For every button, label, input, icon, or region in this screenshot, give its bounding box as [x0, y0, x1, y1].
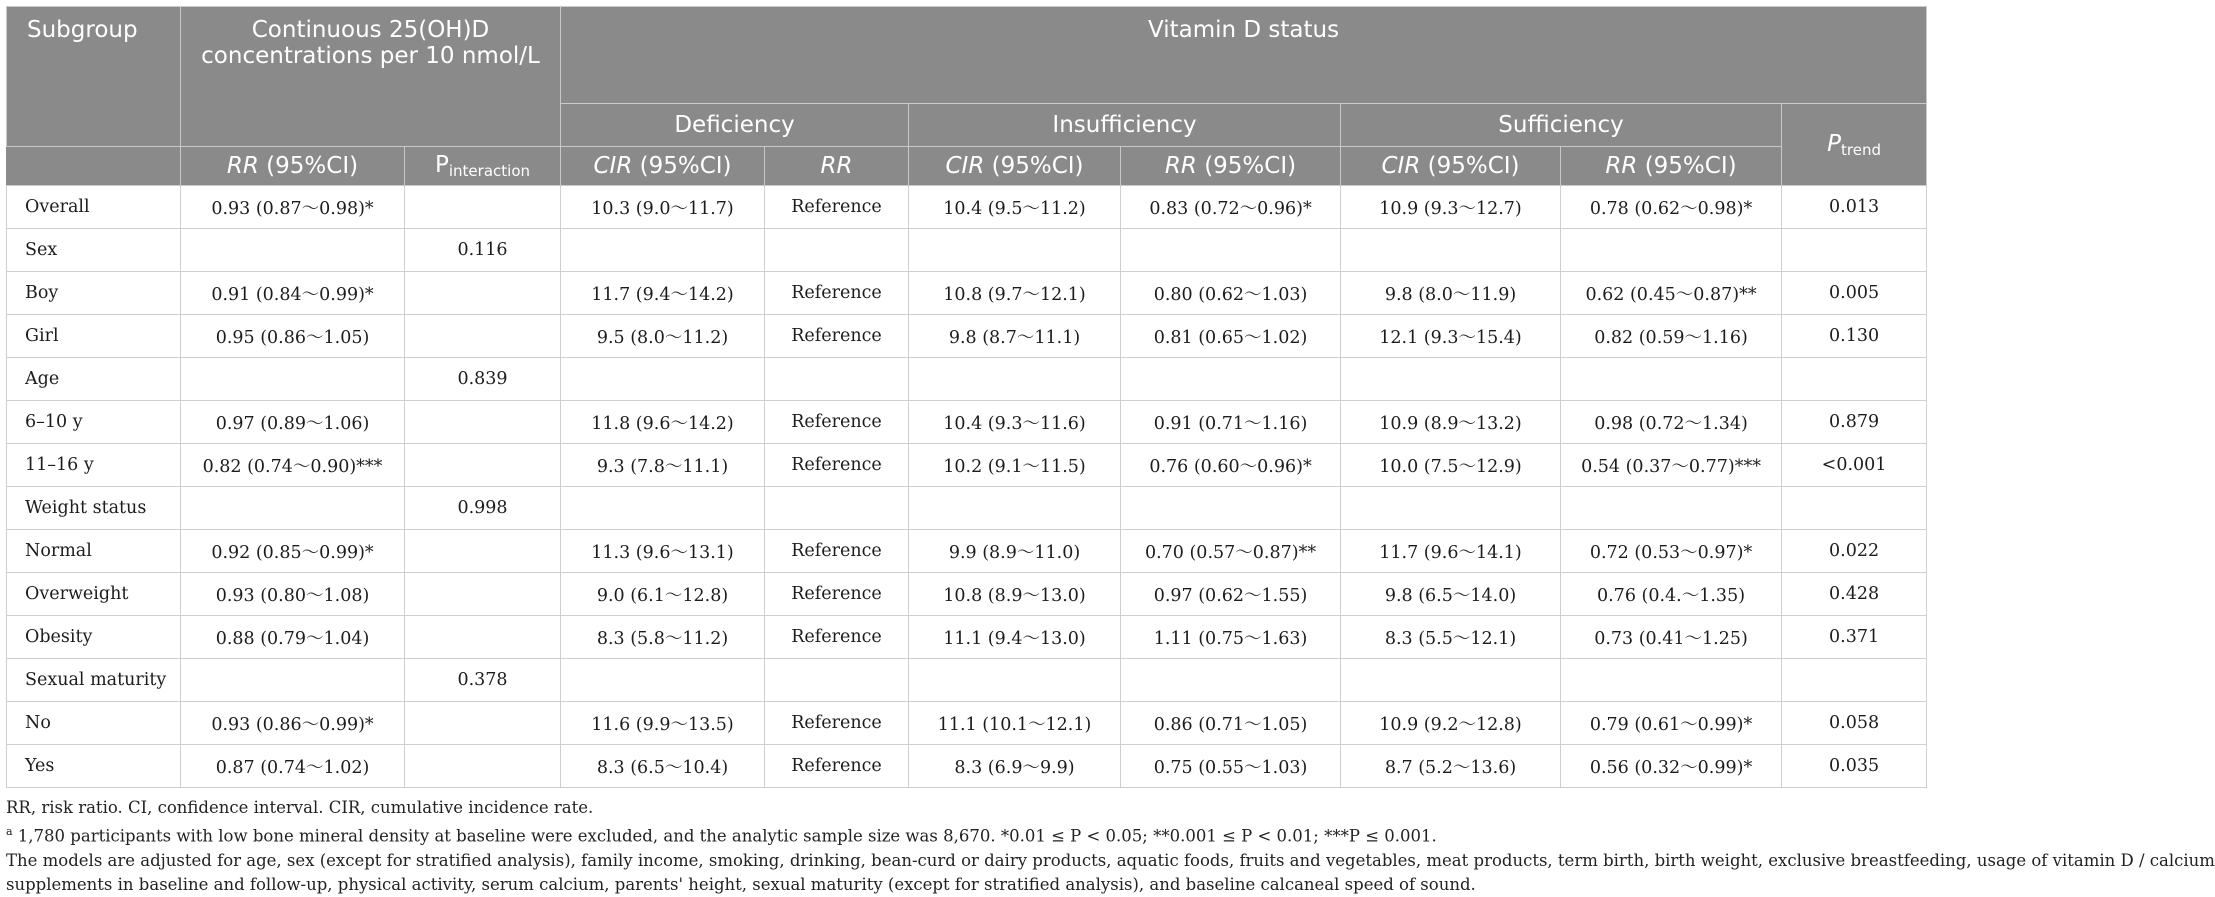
header-suf-cir: CIR (95%CI) — [1341, 147, 1561, 186]
cell-rr: 0.88 (0.79～1.04) — [181, 616, 405, 659]
cell-p-interaction: 0.839 — [405, 358, 561, 401]
cell-subgroup: Boy — [7, 272, 181, 315]
cell-suf-rr — [1561, 358, 1782, 401]
cell-def-cir — [561, 229, 765, 272]
cell-p-trend — [1782, 659, 1927, 702]
cell-ins-rr: 1.11 (0.75～1.63) — [1121, 616, 1341, 659]
cell-p-interaction — [405, 272, 561, 315]
header-sufficiency: Sufficiency — [1341, 104, 1782, 147]
cell-subgroup: Normal — [7, 530, 181, 573]
results-table — [6, 6, 1927, 788]
cell-ins-cir: 9.8 (8.7～11.1) — [909, 315, 1121, 358]
cell-rr — [181, 358, 405, 401]
cell-suf-cir: 8.3 (5.5～12.1) — [1341, 616, 1561, 659]
table-row — [7, 444, 1927, 487]
cell-def-rr: Reference — [765, 315, 909, 358]
cell-subgroup: Girl — [7, 315, 181, 358]
cell-ins-cir: 10.2 (9.1～11.5) — [909, 444, 1121, 487]
cell-def-rr: Reference — [765, 616, 909, 659]
cell-subgroup: Sex — [7, 229, 181, 272]
cell-suf-cir: 9.8 (8.0～11.9) — [1341, 272, 1561, 315]
cell-ins-rr — [1121, 659, 1341, 702]
table-row — [7, 702, 1927, 745]
cell-def-cir: 8.3 (5.8～11.2) — [561, 616, 765, 659]
cell-p-trend: 0.428 — [1782, 573, 1927, 616]
cell-suf-rr: 0.54 (0.37～0.77)*** — [1561, 444, 1782, 487]
cell-ins-rr — [1121, 487, 1341, 530]
cell-rr: 0.93 (0.86～0.99)* — [181, 702, 405, 745]
table-row — [7, 401, 1927, 444]
header-deficiency: Deficiency — [561, 104, 909, 147]
cell-def-rr: Reference — [765, 444, 909, 487]
cell-p-interaction — [405, 186, 561, 229]
cell-suf-rr: 0.98 (0.72～1.34) — [1561, 401, 1782, 444]
cell-suf-cir: 10.0 (7.5～12.9) — [1341, 444, 1561, 487]
cell-suf-cir: 10.9 (9.2～12.8) — [1341, 702, 1561, 745]
cell-p-trend: 0.022 — [1782, 530, 1927, 573]
header-subgroup-blank — [7, 147, 181, 186]
cell-rr: 0.91 (0.84～0.99)* — [181, 272, 405, 315]
cell-suf-rr — [1561, 229, 1782, 272]
cell-subgroup: Sexual maturity — [7, 659, 181, 702]
cell-def-cir: 10.3 (9.0～11.7) — [561, 186, 765, 229]
header-vitamin-d-status: Vitamin D status — [561, 7, 1927, 104]
cell-def-rr — [765, 358, 909, 401]
table-row — [7, 315, 1927, 358]
cell-def-rr: Reference — [765, 745, 909, 788]
cell-suf-rr: 0.82 (0.59～1.16) — [1561, 315, 1782, 358]
cell-p-interaction — [405, 530, 561, 573]
abbreviations-note: RR, risk ratio. CI, confidence interval. CIR, cumulative incidence rate. — [6, 798, 594, 817]
cell-rr — [181, 229, 405, 272]
cell-suf-cir: 11.7 (9.6～14.1) — [1341, 530, 1561, 573]
cell-def-cir: 11.6 (9.9～13.5) — [561, 702, 765, 745]
cell-p-trend: 0.371 — [1782, 616, 1927, 659]
cell-p-interaction — [405, 444, 561, 487]
cell-ins-cir: 9.9 (8.9～11.0) — [909, 530, 1121, 573]
header-p-trend: $P_{trend}$ — [1782, 104, 1927, 186]
cell-rr — [181, 487, 405, 530]
cell-rr: 0.97 (0.89～1.06) — [181, 401, 405, 444]
cell-ins-rr: 0.80 (0.62～1.03) — [1121, 272, 1341, 315]
cell-ins-rr — [1121, 358, 1341, 401]
cell-suf-cir — [1341, 229, 1561, 272]
cell-rr — [181, 659, 405, 702]
cell-subgroup: Overweight — [7, 573, 181, 616]
cell-ins-rr: 0.81 (0.65～1.02) — [1121, 315, 1341, 358]
cell-ins-cir — [909, 487, 1121, 530]
cell-ins-cir: 10.4 (9.3～11.6) — [909, 401, 1121, 444]
cell-suf-rr: 0.79 (0.61～0.99)* — [1561, 702, 1782, 745]
cell-subgroup: Overall — [7, 186, 181, 229]
table-row — [7, 530, 1927, 573]
cell-subgroup: Obesity — [7, 616, 181, 659]
cell-subgroup: Age — [7, 358, 181, 401]
cell-rr: 0.95 (0.86～1.05) — [181, 315, 405, 358]
cell-p-trend: 0.058 — [1782, 702, 1927, 745]
cell-ins-rr: 0.86 (0.71～1.05) — [1121, 702, 1341, 745]
table-body — [7, 186, 1927, 788]
model-adjustment-note-line1: The models are adjusted for age, sex (except for stratified analysis), family income, smoking, drinking, bean-curd or dairy products, aquatic foods, fruits and vegetables, meat products, term birth, birth weight, exclusive breastfeeding, usage of vitamin D / calcium — [6, 850, 2215, 870]
cell-p-interaction: 0.116 — [405, 229, 561, 272]
header-subgroup: Subgroup — [7, 7, 181, 147]
cell-p-interaction — [405, 401, 561, 444]
table-row — [7, 186, 1927, 229]
cell-p-trend: 0.013 — [1782, 186, 1927, 229]
cell-ins-rr — [1121, 229, 1341, 272]
cell-def-cir — [561, 659, 765, 702]
cell-suf-rr: 0.73 (0.41～1.25) — [1561, 616, 1782, 659]
cell-ins-rr: 0.91 (0.71～1.16) — [1121, 401, 1341, 444]
model-adjustment-note-line2: supplements in baseline and follow-up, physical activity, serum calcium, parents' height, sexual maturity (except for stratified analysis), and baseline calcaneal speed of sound. — [6, 874, 1476, 894]
cell-p-interaction — [405, 616, 561, 659]
cell-suf-cir — [1341, 659, 1561, 702]
table-row — [7, 659, 1927, 702]
cell-def-cir: 8.3 (6.5～10.4) — [561, 745, 765, 788]
cell-p-trend — [1782, 229, 1927, 272]
table-row — [7, 573, 1927, 616]
cell-ins-cir: 10.8 (9.7～12.1) — [909, 272, 1121, 315]
cell-ins-cir: 11.1 (9.4～13.0) — [909, 616, 1121, 659]
cell-def-cir: 9.0 (6.1～12.8) — [561, 573, 765, 616]
table-row — [7, 272, 1927, 315]
table-row — [7, 745, 1927, 788]
header-p-interaction: $P_{interaction}$ — [405, 147, 561, 186]
cell-rr: 0.82 (0.74～0.90)*** — [181, 444, 405, 487]
cell-ins-rr: 0.83 (0.72～0.96)* — [1121, 186, 1341, 229]
cell-def-rr: Reference — [765, 530, 909, 573]
cell-p-interaction: 0.378 — [405, 659, 561, 702]
cell-suf-cir: 10.9 (8.9～13.2) — [1341, 401, 1561, 444]
cell-p-interaction — [405, 745, 561, 788]
table-row — [7, 229, 1927, 272]
cell-def-rr — [765, 487, 909, 530]
header-continuous-25ohd: Continuous 25(OH)D concentrations per 10 nmol/L — [181, 7, 561, 147]
cell-suf-rr — [1561, 659, 1782, 702]
cell-def-cir — [561, 487, 765, 530]
cell-p-trend: 0.035 — [1782, 745, 1927, 788]
cell-def-rr: Reference — [765, 573, 909, 616]
cell-suf-cir: 12.1 (9.3～15.4) — [1341, 315, 1561, 358]
cell-ins-cir — [909, 229, 1121, 272]
cell-suf-rr: 0.72 (0.53～0.97)* — [1561, 530, 1782, 573]
cell-p-interaction: 0.998 — [405, 487, 561, 530]
cell-def-rr — [765, 659, 909, 702]
cell-suf-rr: 0.76 (0.4.～1.35) — [1561, 573, 1782, 616]
cell-def-rr: Reference — [765, 401, 909, 444]
table-footnotes — [6, 796, 2215, 897]
cell-p-interaction — [405, 315, 561, 358]
cell-suf-cir: 8.7 (5.2～13.6) — [1341, 745, 1561, 788]
cell-def-rr: Reference — [765, 702, 909, 745]
header-rr-95ci: RR (95%CI) — [181, 147, 405, 186]
header-insufficiency: Insufficiency — [909, 104, 1341, 147]
table-header — [7, 7, 1927, 186]
cell-suf-rr — [1561, 487, 1782, 530]
cell-p-trend: <0.001 — [1782, 444, 1927, 487]
cell-def-rr: Reference — [765, 272, 909, 315]
cell-ins-rr: 0.76 (0.60～0.96)* — [1121, 444, 1341, 487]
table-row — [7, 487, 1927, 530]
header-ins-rr: RR (95%CI) — [1121, 147, 1341, 186]
cell-subgroup: No — [7, 702, 181, 745]
cell-suf-cir: 10.9 (9.3～12.7) — [1341, 186, 1561, 229]
cell-ins-rr: 0.97 (0.62～1.55) — [1121, 573, 1341, 616]
footnote-a: $^a$ 1,780 participants with low bone mineral density at baseline were excluded, and the analytic sample size was 8,670. *0.01 ≤ P < 0.05; **0.001 ≤ P < 0.01; ***P ≤ 0.001. — [6, 825, 1437, 846]
header-def-cir: CIR (95%CI) — [561, 147, 765, 186]
results-table-container — [6, 6, 2215, 897]
cell-ins-cir: 10.4 (9.5～11.2) — [909, 186, 1121, 229]
cell-suf-rr: 0.56 (0.32～0.99)* — [1561, 745, 1782, 788]
cell-ins-cir: 10.8 (8.9～13.0) — [909, 573, 1121, 616]
cell-subgroup: 11–16 y — [7, 444, 181, 487]
cell-def-cir: 11.3 (9.6～13.1) — [561, 530, 765, 573]
cell-p-interaction — [405, 702, 561, 745]
cell-rr: 0.93 (0.87～0.98)* — [181, 186, 405, 229]
cell-p-trend: 0.005 — [1782, 272, 1927, 315]
cell-rr: 0.93 (0.80～1.08) — [181, 573, 405, 616]
footnote-a-marker: a — [6, 825, 13, 838]
cell-ins-rr: 0.75 (0.55～1.03) — [1121, 745, 1341, 788]
cell-suf-cir — [1341, 358, 1561, 401]
table-row — [7, 616, 1927, 659]
cell-subgroup: Yes — [7, 745, 181, 788]
cell-ins-cir: 8.3 (6.9～9.9) — [909, 745, 1121, 788]
header-def-rr: RR — [765, 147, 909, 186]
cell-p-interaction — [405, 573, 561, 616]
cell-def-cir: 11.8 (9.6～14.2) — [561, 401, 765, 444]
cell-suf-cir — [1341, 487, 1561, 530]
cell-p-trend — [1782, 487, 1927, 530]
cell-def-cir: 9.5 (8.0～11.2) — [561, 315, 765, 358]
cell-p-trend — [1782, 358, 1927, 401]
cell-rr: 0.87 (0.74～1.02) — [181, 745, 405, 788]
cell-ins-cir: 11.1 (10.1～12.1) — [909, 702, 1121, 745]
cell-ins-cir — [909, 659, 1121, 702]
header-suf-rr: RR (95%CI) — [1561, 147, 1782, 186]
cell-subgroup: 6–10 y — [7, 401, 181, 444]
cell-ins-cir — [909, 358, 1121, 401]
cell-def-rr: Reference — [765, 186, 909, 229]
table-row — [7, 358, 1927, 401]
header-ins-cir: CIR (95%CI) — [909, 147, 1121, 186]
cell-p-trend: 0.130 — [1782, 315, 1927, 358]
cell-def-cir — [561, 358, 765, 401]
cell-p-trend: 0.879 — [1782, 401, 1927, 444]
cell-ins-rr: 0.70 (0.57～0.87)** — [1121, 530, 1341, 573]
cell-def-rr — [765, 229, 909, 272]
cell-suf-rr: 0.78 (0.62～0.98)* — [1561, 186, 1782, 229]
cell-suf-cir: 9.8 (6.5～14.0) — [1341, 573, 1561, 616]
cell-def-cir: 9.3 (7.8～11.1) — [561, 444, 765, 487]
cell-subgroup: Weight status — [7, 487, 181, 530]
cell-def-cir: 11.7 (9.4～14.2) — [561, 272, 765, 315]
cell-rr: 0.92 (0.85～0.99)* — [181, 530, 405, 573]
cell-suf-rr: 0.62 (0.45～0.87)** — [1561, 272, 1782, 315]
